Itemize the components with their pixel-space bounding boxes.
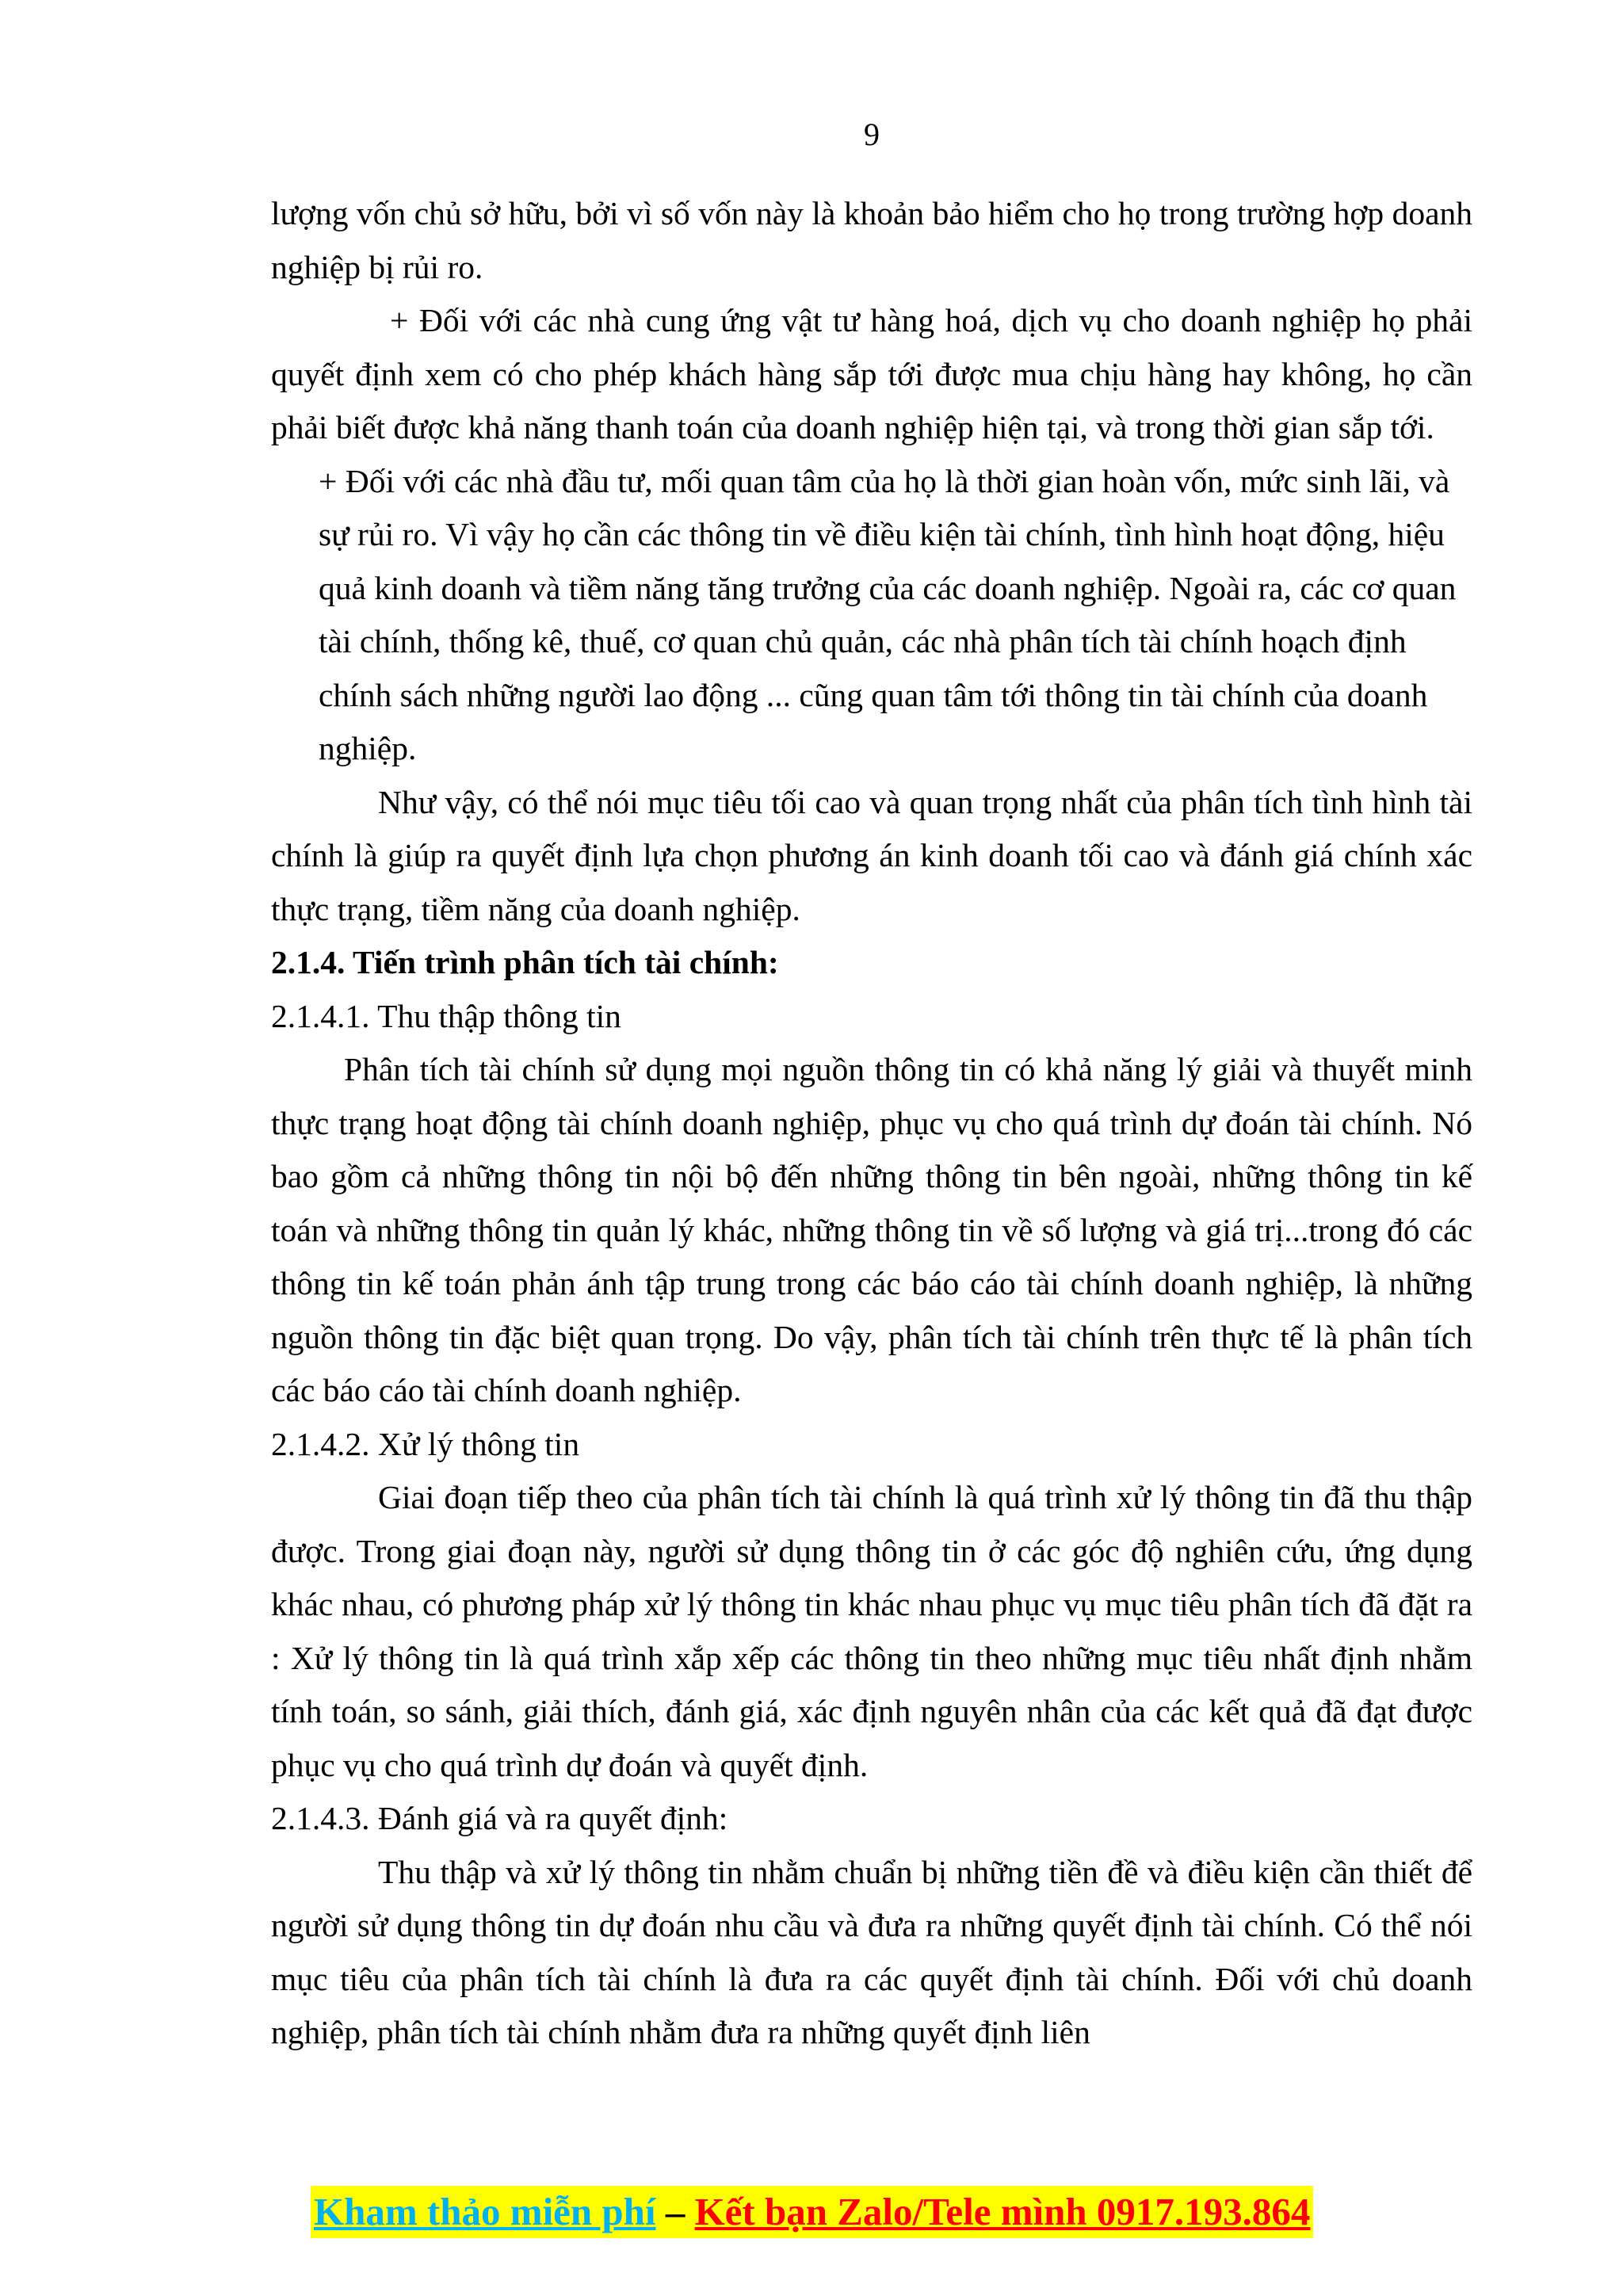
paragraph-collect-info: Phân tích tài chính sử dụng mọi nguồn thông tin có khả năng lý giải và thuyết minh thực trạng hoạt động tài chính doanh nghiệp, phục vụ cho quá trình dự đoán tài chính. Nó bao gồm cả những thông tin nội bộ đến những thông tin bên ngoài, những thông tin kế toán và những thông tin quản lý khác, những thông tin về số lượng và giá trị...trong đó các thông tin kế toán phản ánh tập trung trong các báo cáo tài chính doanh nghiệp, là những nguồn thông tin đặc biệt quan trọng. Do vậy, phân tích tài chính trên thực tế là phân tích các báo cáo tài chính doanh nghiệp. <box>271 1051 1472 1408</box>
free-reference-link[interactable]: Kham thảo miễn phí <box>314 2190 656 2233</box>
paragraph-suppliers: + Đối với các nhà cung ứng vật tư hàng hoá, dịch vụ cho doanh nghiệp họ phải quyết định xem có cho phép khách hàng sắp tới được mua chịu hàng hay không, họ cần phải biết được khả năng thanh toán của doanh nghiệp hiện tại, và trong thời gian sắp tới. <box>271 302 1472 445</box>
paragraph-conclusion: Như vậy, có thể nói mục tiêu tối cao và quan trọng nhất của phân tích tình hình tài chính là giúp ra quyết định lựa chọn phương án kinh doanh tối cao và đánh giá chính xác thực trạng, tiềm năng của doanh nghiệp. <box>271 783 1472 927</box>
paragraph-investors: + Đối với các nhà đầu tư, mối quan tâm của họ là thời gian hoàn vốn, mức sinh lãi, và sự rủi ro. Vì vậy họ cần các thông tin về điều kiện tài chính, tình hình hoạt động, hiệu quả kinh doanh và tiềm năng tăng trưởng của các doanh nghiệp. Ngoài ra, các cơ quan tài chính, thống kê, thuế, cơ quan chủ quản, các nhà phân tích tài chính hoạch định chính sách những người lao động ... cũng quan tâm tới thông tin tài chính của doanh nghiệp. <box>319 462 1457 766</box>
paragraph-process-info: Giai đoạn tiếp theo của phân tích tài chính là quá trình xử lý thông tin đã thu thập được. Trong giai đoạn này, người sử dụng thông tin ở các góc độ nghiên cứu, ứng dụng khác nhau, có phương pháp xử lý thông tin khác nhau phục vụ mục tiêu phân tích đã đặt ra : Xử lý thông tin là quá trình xắp xếp các thông tin theo những mục tiêu nhất định nhằm tính toán, so sánh, giải thích, đánh giá, xác định nguyên nhân của các kết quả đã đạt được phục vụ cho quá trình dự đoán và quyết định. <box>271 1479 1472 1783</box>
document-body <box>271 187 1472 2060</box>
subsection-heading-2-1-4-2: 2.1.4.2. Xử lý thông tin <box>271 1425 580 1462</box>
promo-footer-banner <box>311 2186 1313 2238</box>
subsection-heading-2-1-4-1: 2.1.4.1. Thu thập thông tin <box>271 997 621 1034</box>
contact-link[interactable]: Kết bạn Zalo/Tele mình 0917.193.864 <box>694 2190 1311 2233</box>
page-number: 9 <box>864 117 880 152</box>
section-heading-2-1-4: 2.1.4. Tiến trình phân tích tài chính: <box>271 944 779 980</box>
paragraph-evaluate-decide: Thu thập và xử lý thông tin nhằm chuẩn bị những tiền đề và điều kiện cần thiết để người sử dụng thông tin dự đoán nhu cầu và đưa ra những quyết định tài chính. Có thể nói mục tiêu của phân tích tài chính là đưa ra các quyết định tài chính. Đối với chủ doanh nghiệp, phân tích tài chính nhằm đưa ra những quyết định liên <box>271 1853 1472 2050</box>
paragraph-continuation: lượng vốn chủ sở hữu, bởi vì số vốn này là khoản bảo hiểm cho họ trong trường hợp doanh nghiệp bị rủi ro. <box>271 195 1472 285</box>
subsection-heading-2-1-4-3: 2.1.4.3. Đánh giá và ra quyết định: <box>271 1800 728 1836</box>
footer-separator: – <box>655 2190 695 2233</box>
